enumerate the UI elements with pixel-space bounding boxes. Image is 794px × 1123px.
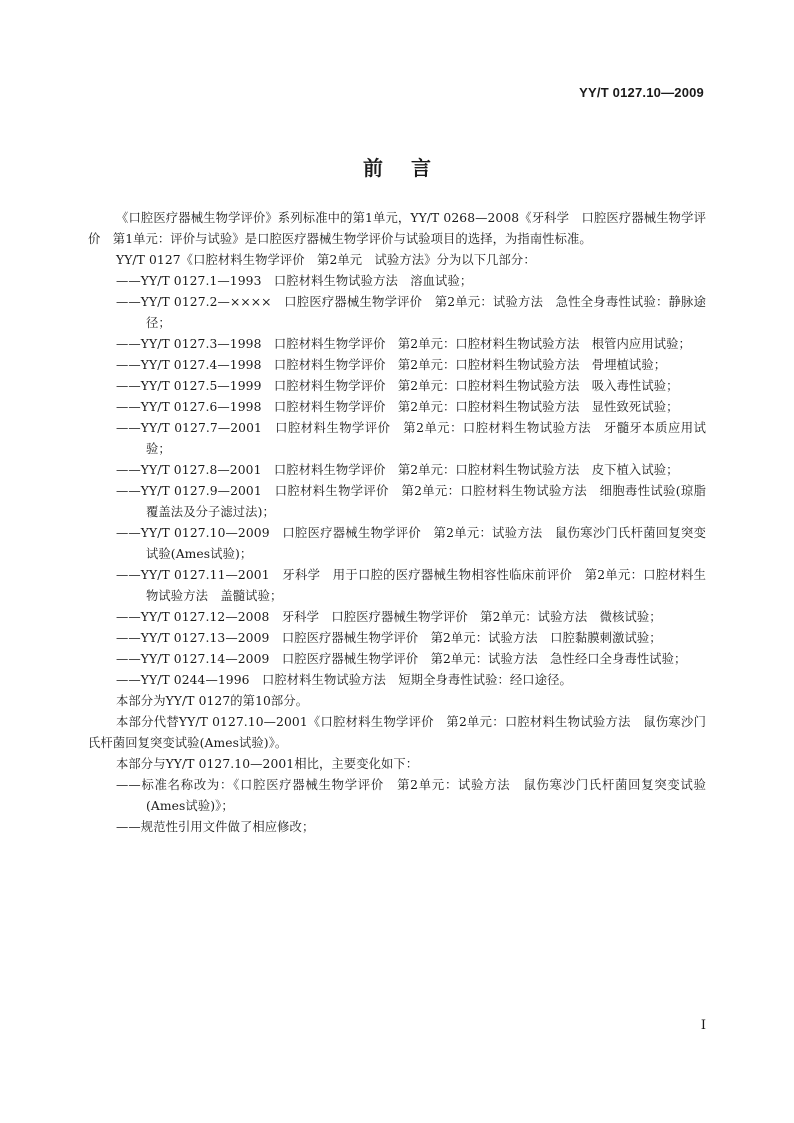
part-list-item: ——YY/T 0127.10—2009 口腔医疗器械生物学评价 第2单元：试验方法 鼠伤寒沙门氏杆菌回复突变试验(Ames试验)； <box>116 526 706 561</box>
page-number: I <box>700 1018 706 1033</box>
part-list-item: ——YY/T 0127.13—2009 口腔医疗器械生物学评价 第2单元：试验方法 口腔黏膜刺激试验； <box>116 631 662 645</box>
foreword-body <box>88 208 706 838</box>
part-list-item: ——YY/T 0127.9—2001 口腔材料生物学评价 第2单元：口腔材料生物试验方法 细胞毒性试验(琼脂覆盖法及分子滤过法)； <box>116 484 706 519</box>
part-list-item: ——YY/T 0127.2—×××× 口腔医疗器械生物学评价 第2单元：试验方法 急性全身毒性试验：静脉途径； <box>116 295 706 330</box>
part-list-item: ——YY/T 0127.12—2008 牙科学 口腔医疗器械生物学评价 第2单元：试验方法 微核试验； <box>116 610 662 624</box>
intro-paragraph: 《口腔医疗器械生物学评价》系列标准中的第1单元，YY/T 0268—2008《牙科学 口腔医疗器械生物学评价 第1单元：评价与试验》是口腔医疗器械生物学评价与试验项目的选择，为指南性标准。 <box>88 211 706 246</box>
part-list-item: ——YY/T 0127.5—1999 口腔材料生物学评价 第2单元：口腔材料生物试验方法 吸入毒性试验； <box>116 379 679 393</box>
part-list-item: ——YY/T 0127.1—1993 口腔材料生物试验方法 溶血试验； <box>116 274 473 288</box>
part-list-item: ——YY/T 0127.14—2009 口腔医疗器械生物学评价 第2单元：试验方法 急性经口全身毒性试验； <box>116 652 687 666</box>
part-list-item: ——YY/T 0127.3—1998 口腔材料生物学评价 第2单元：口腔材料生物试验方法 根管内应用试验； <box>116 337 691 351</box>
statement-paragraph: 本部分为YY/T 0127的第10部分。 <box>116 694 309 708</box>
change-list-item: ——标准名称改为：《口腔医疗器械生物学评价 第2单元：试验方法 鼠伤寒沙门氏杆菌回复突变试验(Ames试验)》； <box>116 778 706 813</box>
part-list-item: ——YY/T 0244—1996 口腔材料生物试验方法 短期全身毒性试验：经口途径。 <box>116 673 572 687</box>
intro-paragraph: YY/T 0127《口腔材料生物学评价 第2单元 试验方法》分为以下几部分： <box>116 253 536 267</box>
statement-paragraph: 本部分代替YY/T 0127.10—2001《口腔材料生物学评价 第2单元：口腔材料生物试验方法 鼠伤寒沙门氏杆菌回复突变试验(Ames试验)》。 <box>88 715 706 750</box>
change-list-item: ——规范性引用文件做了相应修改； <box>116 820 315 834</box>
document-code: YY/T 0127.10—2009 <box>579 85 704 100</box>
part-list-item: ——YY/T 0127.4—1998 口腔材料生物学评价 第2单元：口腔材料生物试验方法 骨埋植试验； <box>116 358 667 372</box>
part-list-item: ——YY/T 0127.7—2001 口腔材料生物学评价 第2单元：口腔材料生物试验方法 牙髓牙本质应用试验； <box>116 421 706 456</box>
statement-paragraph: 本部分与YY/T 0127.10—2001相比，主要变化如下： <box>116 757 419 771</box>
page-title: 前言 <box>363 156 459 180</box>
part-list-item: ——YY/T 0127.8—2001 口腔材料生物学评价 第2单元：口腔材料生物试验方法 皮下植入试验； <box>116 463 679 477</box>
part-list-item: ——YY/T 0127.11—2001 牙科学 用于口腔的医疗器械生物相容性临床前评价 第2单元：口腔材料生物试验方法 盖髓试验； <box>116 568 706 603</box>
part-list-item: ——YY/T 0127.6—1998 口腔材料生物学评价 第2单元：口腔材料生物试验方法 显性致死试验； <box>116 400 679 414</box>
